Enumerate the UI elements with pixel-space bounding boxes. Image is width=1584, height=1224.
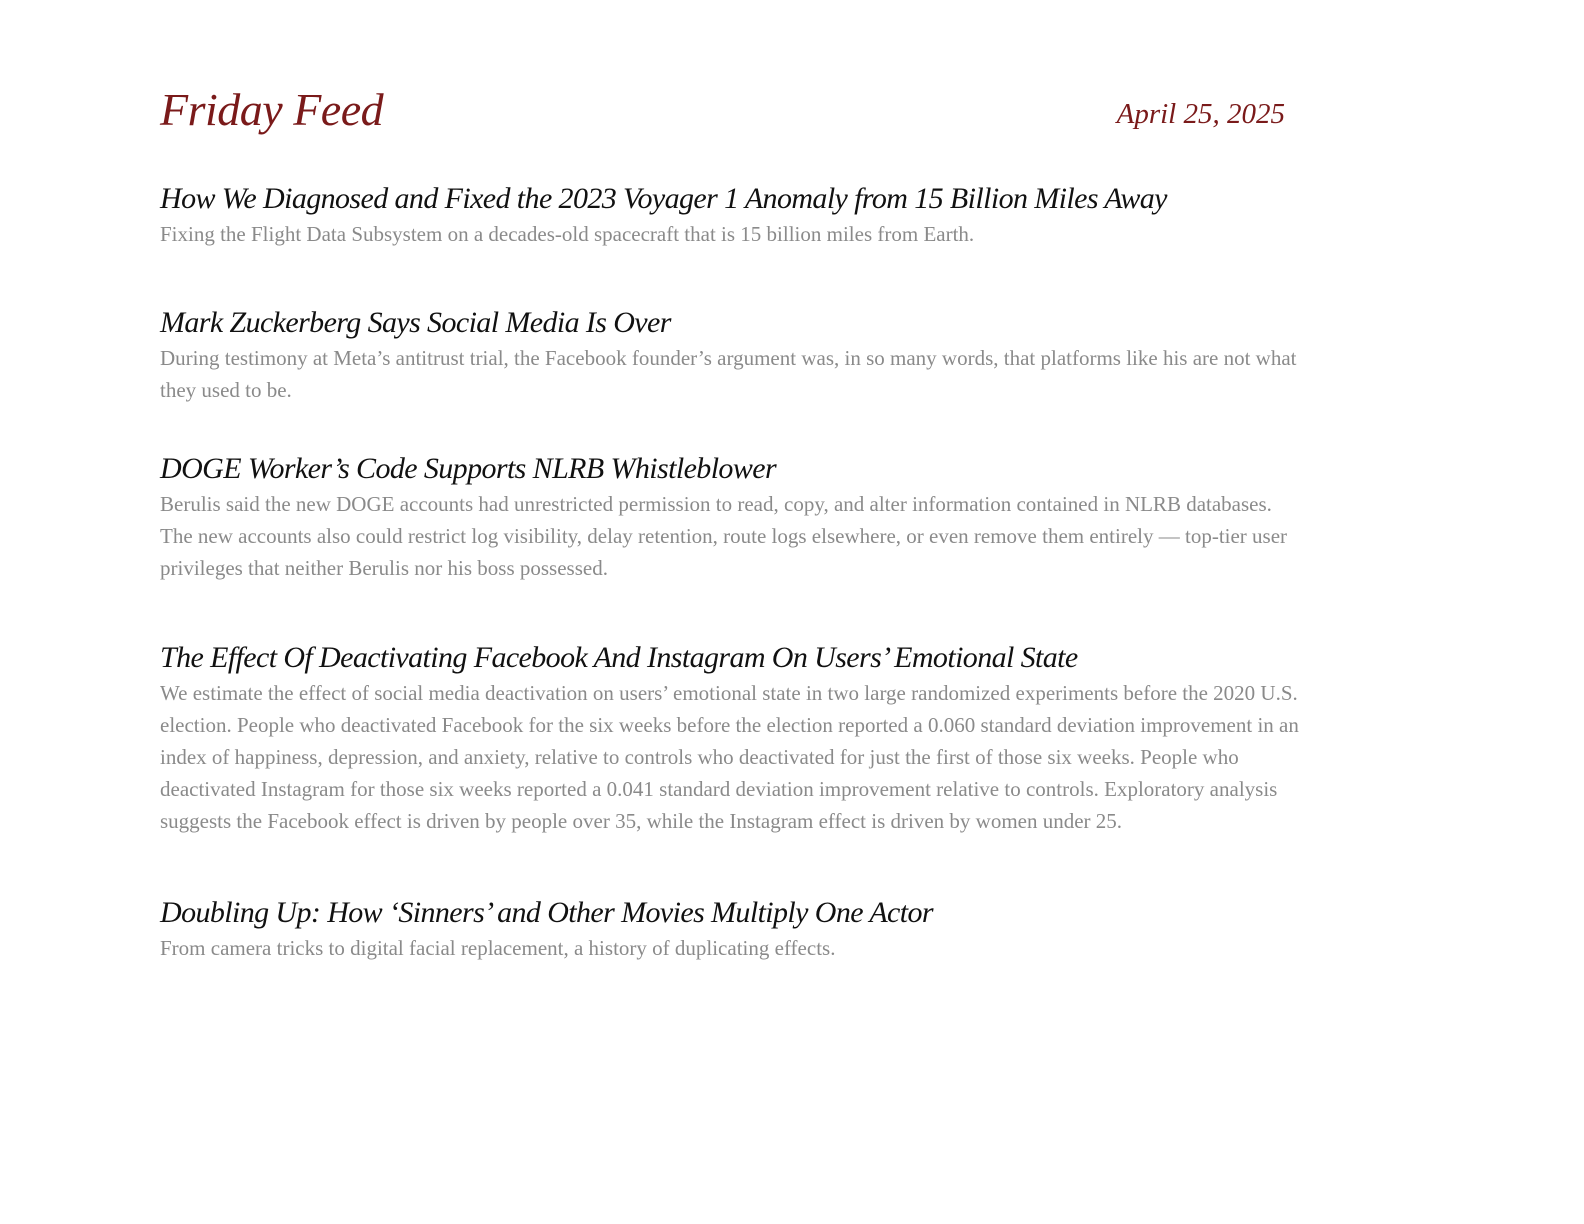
article-headline-link[interactable]: DOGE Worker’s Code Supports NLRB Whistleblower — [160, 452, 777, 485]
feed-page — [160, 0, 1320, 1224]
article-item — [160, 304, 1330, 406]
article-summary: During testimony at Meta’s antitrust trial, the Facebook founder’s argument was, in so many words, that platforms like his are not what they used to be. — [160, 346, 1297, 402]
article-item — [160, 639, 1330, 837]
article-item — [160, 180, 1330, 250]
article-item — [160, 894, 1330, 964]
article-headline-link[interactable]: Mark Zuckerberg Says Social Media Is Over — [160, 306, 671, 339]
article-headline-link[interactable]: How We Diagnosed and Fixed the 2023 Voyager 1 Anomaly from 15 Billion Miles Away — [160, 182, 1167, 215]
feed-date: April 25, 2025 — [1116, 98, 1285, 130]
article-headline-link[interactable]: The Effect Of Deactivating Facebook And Instagram On Users’ Emotional State — [160, 641, 1078, 674]
article-item — [160, 450, 1330, 584]
page-title: Friday Feed — [160, 84, 384, 135]
article-headline-link[interactable]: Doubling Up: How ‘Sinners’ and Other Movies Multiply One Actor — [160, 896, 933, 929]
feed-header — [160, 76, 1320, 146]
article-summary: From camera tricks to digital facial replacement, a history of duplicating effects. — [160, 936, 836, 960]
article-summary: Fixing the Flight Data Subsystem on a decades-old spacecraft that is 15 billion miles from Earth. — [160, 222, 975, 246]
article-summary: We estimate the effect of social media deactivation on users’ emotional state in two large randomized experiments before the 2020 U.S. election. People who deactivated Facebook for the six weeks before the election reported a 0.060 standard deviation improvement in an index of happiness, depression, and anxiety, relative to controls who deactivated for just the first of those six weeks. People who deactivated Instagram for those six weeks reported a 0.041 standard deviation improvement relative to controls. Exploratory analysis suggests the Facebook effect is driven by people over 35, while the Instagram effect is driven by women under 25. — [160, 681, 1299, 833]
article-summary: Berulis said the new DOGE accounts had unrestricted permission to read, copy, and alter information contained in NLRB databases. The new accounts also could restrict log visibility, delay retention, route logs elsewhere, or even remove them entirely — top-tier user privileges that neither Berulis nor his boss possessed. — [160, 492, 1288, 580]
